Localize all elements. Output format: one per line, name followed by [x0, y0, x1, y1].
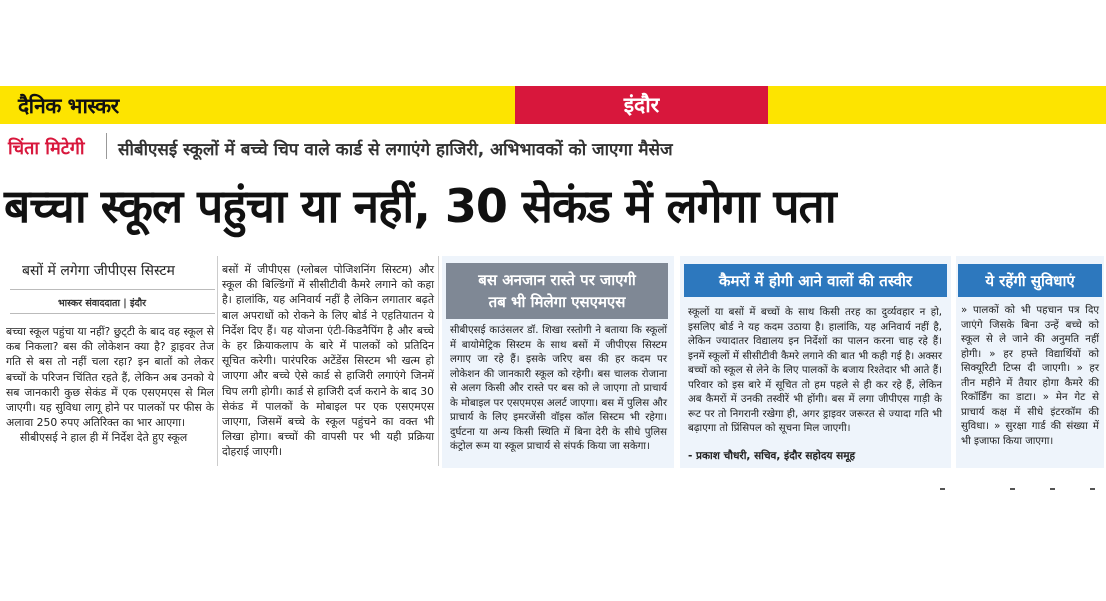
byline-rule-bottom — [10, 313, 215, 314]
headline: बच्चा स्कूल पहुंचा या नहीं, 30 सेकंड में लगेगा पता — [4, 179, 836, 233]
kicker: चिंता मिटेगी — [8, 138, 85, 159]
page-mark — [1010, 488, 1015, 490]
byline-rule-top — [10, 289, 215, 290]
column-divider — [217, 256, 218, 466]
column1-body — [6, 324, 214, 446]
sidebar-box-facilities-title: ये रहेंगी सुविधाएं — [958, 264, 1102, 297]
sidebar-box-camera-title: कैमरों में होगी आने वालों की तस्वीर — [684, 264, 947, 297]
sidebar-box-sms-title — [446, 263, 668, 319]
page-mark — [1090, 488, 1095, 490]
sidebar-box-facilities-body: » पालकों को भी पहचान पत्र दिए जाएंगे जिसके बिना उन्हें बच्चे को स्कूल से ले जाने की अनुमति नहीं होगी। » हर हफ्ते विद्यार्थियों को सिक्यूरिटी टिप्स दी जाएगी। » हर तीन महीने में तैयार होगा कैमरे की रिकॉर्डिंग का डाटा। » मेन गेट से प्राचार्य कक्ष में सीधे इंटरकॉम की सुविधा। » सुरक्षा गार्ड की संख्या में भी इजाफा किया जाएगा। — [961, 305, 1099, 447]
column1-paragraph-2: सीबीएसई ने हाल ही में निर्देश देते हुए स्कूल — [20, 431, 188, 445]
sidebar-box-sms-body: सीबीएसई काउंसलर डॉ. शिखा रस्तोगी ने बताया कि स्कूलों में बायोमेट्रिक सिस्टम के साथ बसों में जीपीएस सिस्टम लगाए जा रहे हैं। इसके जरिए बस की हर कदम पर लोकेशन की जानकारी स्कूल को रहेगी। बस चालक रोजाना से अलग किसी और रास्ते पर बस को ले जाएगा तो प्राचार्य के मोबाइल पर एसएमएस अलर्ट जाएगा। बस में पुलिस और प्राचार्य के लिए इमरजेंसी वॉइस कॉल सिस्टम भी रहेगा। दुर्घटना या अन्य किसी स्थिति में बिना देरी के सीधे पुलिस कंट्रोल रूम या स्कूल प्राचार्य से संपर्क किया जा सकेगा। — [450, 325, 667, 452]
column2-body: बसों में जीपीएस (ग्लोबल पोजिशनिंग सिस्टम) और स्कूल की बिल्डिंगों में सीसीटीवी कैमरे लगाने को कहा है। हालांकि, यह अनिवार्य नहीं है लेकिन लगातार बढ़ते बाल अपराधों को रोकने के लिए बोर्ड ने एहतियातन ये निर्देश दिए हैं। यह योजना एंटी-किडनैपिंग है और बच्चे के हर क्रियाकलाप के बारे में पालकों को प्रतिदिन सूचित करेगी। पारंपरिक अटेंडेंस सिस्टम भी खत्म हो जाएगा और बच्चे ऐसे कार्ड से हाजिरी लगाएंगे जिनमें चिप लगी होगी। कार्ड से हाजिरी दर्ज कराने के बाद 30 सेकंड में पालकों के मोबाइल पर एक एसएमएस जाएगा, जिसमें बच्चे के स्कूल पहुंचने का वक्त भी लिखा होगा। बच्चों की वापसी पर भी यही प्रक्रिया दोहराई जाएगी। — [222, 263, 434, 459]
sidebar-box-camera-body: स्कूलों या बसों में बच्चों के साथ किसी तरह का दुर्व्यवहार न हो, इसलिए बोर्ड ने यह कदम उठाया है। हालांकि, यह अनिवार्य नहीं है, लेकिन ज्यादातर विद्यालय इन निर्देशों का पालन करना चाह रहे हैं। इनमें स्कूलों में सीसीटीवी कैमरे लगाने की बात भी कही गई है। अक्सर बच्चों को स्कूल से लेने के लिए पालकों के बजाय रिश्तेदार भी आते हैं। परिवार को इस बारे में सूचित तो हम पहले से ही कर रहे हैं, लेकिन अब कैमरों में उनकी तस्वीरें भी होंगी। बस में लगा जीपीएस गाड़ी के रूट पर तो निगरानी रखेगा ही, अगर ड्राइवर जरूरत से ज्यादा गति भी बढ़ाएगा तो प्रिंसिपल को सूचना मिल जाएगी। — [688, 307, 942, 434]
newspaper-logo: दैनिक भास्कर — [18, 94, 119, 118]
column-divider — [438, 256, 439, 466]
kicker-divider — [106, 133, 107, 159]
column1-paragraph: बच्चा स्कूल पहुंचा या नहीं? छुट्‌टी के बाद वह स्कूल से कब निकला? बस की लोकेशन क्या है? ड्राइवर तेज गति से बस तो नहीं चला रहा? इन बातों को लेकर बच्चों के परिजन चिंतित रहते हैं, लेकिन अब उनको ये सब जानकारी कुछ सेकंड में एक एसएमएस से मिल जाएगी। यह सुविधा लागू होने पर पालकों पर फीस के अलावा 250 रुपए अतिरिक्त का भार आएगा। — [6, 325, 214, 430]
sidebar-box-sms-title-line2: तब भी मिलेगा एसएमएस — [488, 293, 626, 311]
page-mark — [940, 488, 945, 490]
quote-signature: - प्रकाश चौधरी, सचिव, इंदौर सहोदय समूह — [688, 450, 856, 462]
column1-title: बसों में लगेगा जीपीएस सिस्टम — [22, 263, 175, 279]
city-label: इंदौर — [515, 86, 768, 124]
page-mark — [1050, 488, 1055, 490]
subheadline: सीबीएसई स्कूलों में बच्चे चिप वाले कार्ड से लगाएंगे हाजिरी, अभिभावकों को जाएगा मैसेज — [118, 140, 673, 160]
byline: भास्कर संवाददाता | इंदौर — [58, 298, 147, 309]
sidebar-box-sms-title-line1: बस अनजान रास्ते पर जाएगी — [478, 271, 636, 289]
